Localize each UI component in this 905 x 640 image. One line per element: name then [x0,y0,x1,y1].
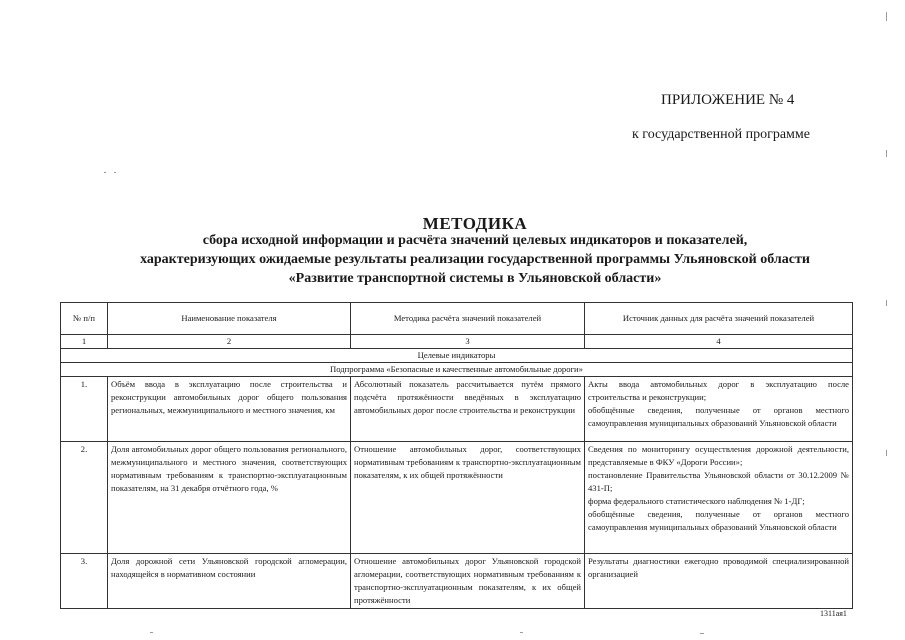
data-source-item: форма федерального статистического наблюдения № 1-ДГ; [588,496,805,506]
table-row [61,377,853,442]
col-number: 1 [61,335,108,349]
scan-artifact [886,450,887,456]
col-number: 4 [585,335,853,349]
document-subtitle-line-1: сбора исходной информации и расчёта значений целевых индикаторов и показателей, [202,233,748,248]
indicator-name: Объём ввода в эксплуатацию после строительства и реконструкции автомобильных дорог общего пользования региональных, межмуниципального и местного значения, км [108,377,351,442]
document-title: МЕТОДИКА [422,214,528,233]
col-number: 2 [108,335,351,349]
subprogram-title: Подпрограмма «Безопасные и качественные автомобильные дороги» [61,363,853,377]
indicator-name: Доля автомобильных дорог общего пользования регионального, межмуниципального и местного значения, соответствующих нормативным требованиям к транспортно-эксплуатационным показателям, на 31 декабря отчётного года, % [108,442,351,554]
row-number: 1. [61,377,108,442]
scan-artifact [150,632,153,633]
header-source: Источник данных для расчёта значений показателей [585,303,853,335]
column-number-row [61,335,853,349]
subprogram-row [61,363,853,377]
section-row [61,349,853,363]
data-source [585,554,853,609]
document-subtitle-line-2: характеризующих ожидаемые результаты реализации государственной программы Ульяновской области [140,252,810,267]
document-subtitle-line-3: «Развитие транспортной системы в Ульяновской области» [288,271,662,286]
row-number: 3. [61,554,108,609]
data-source-item: Результаты диагностики ежегодно проводимой специализированной организацией [588,556,849,579]
scan-artifact [886,300,887,306]
scan-artifact [114,172,116,173]
header-name: Наименование показателя [108,303,351,335]
section-title: Целевые индикаторы [61,349,853,363]
document-code: 1311ая1 [820,609,847,618]
header-num: № п/п [61,303,108,335]
row-number: 2. [61,442,108,554]
data-source [585,442,853,554]
indicator-name: Доля дорожной сети Ульяновской городской агломерации, находящейся в нормативном состоянии [108,554,351,609]
table-header-row [61,303,853,335]
calculation-method: Абсолютный показатель рассчитывается путём прямого подсчёта протяжённости введённых в эксплуатацию автомобильных дорог после строительства и реконструкции [351,377,585,442]
calculation-method: Отношение автомобильных дорог Ульяновской городской агломерации, соответствующих нормативным требованиям к транспортно-эксплуатационным показателям, к их общей протяжённости [351,554,585,609]
table-row [61,554,853,609]
methodology-table [60,302,853,609]
scan-artifact [104,172,106,173]
col-number: 3 [351,335,585,349]
table-row [61,442,853,554]
data-source-item: постановление Правительства Ульяновской области от 30.12.2009 № 431-П; [588,470,849,493]
appendix-title: ПРИЛОЖЕНИЕ № 4 [661,92,795,108]
scan-artifact [520,632,523,633]
data-source-item: обобщённые сведения, полученные от органов местного самоуправления муниципальных образований Ульяновской области [588,509,849,532]
data-source [585,377,853,442]
data-source-item: Сведения по мониторингу осуществления дорожной деятельности, представляемые в ФКУ «Дороги России»; [588,444,849,467]
data-source-item: обобщённые сведения, полученные от органов местного самоуправления муниципальных образований Ульяновской области [588,405,849,428]
appendix-subtitle: к государственной программе [632,127,810,142]
data-source-item: Акты ввода автомобильных дорог в эксплуатацию после строительства и реконструкции; [588,379,849,402]
header-method: Методика расчёта значений показателей [351,303,585,335]
scan-artifact [886,150,887,157]
calculation-method: Отношение автомобильных дорог, соответствующих нормативным требованиям к транспортно-эксплуатационным показателям, к их общей протяжённости [351,442,585,554]
scan-artifact [700,633,704,634]
scan-artifact [886,12,887,21]
